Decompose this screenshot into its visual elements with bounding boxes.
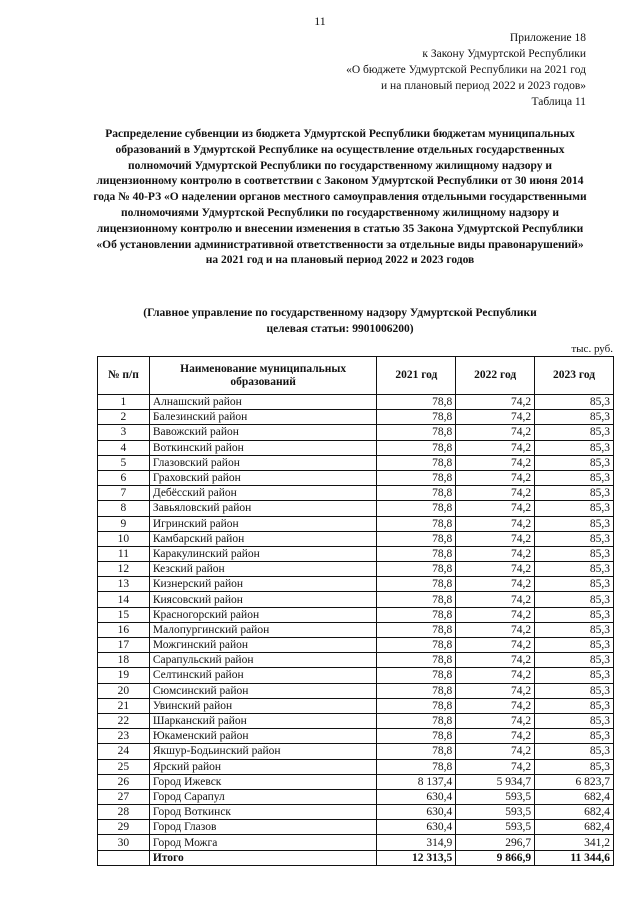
row-name-cell: Город Воткинск (149, 805, 377, 820)
row-number-cell: 10 (98, 531, 150, 546)
row-2023-cell: 85,3 (535, 698, 614, 713)
table-row (98, 835, 614, 850)
table-header-row (98, 357, 614, 395)
row-2021-cell: 630,4 (377, 820, 456, 835)
row-name-cell: Кизнерский район (149, 577, 377, 592)
document-title: Распределение субвенции из бюджета Удмуртской Республики бюджетам муниципальных образований в Удмуртской Республике на осуществление отдельных государственных полномочий Удмуртской Республики по государственному жилищному надзору и лицензионному контролю в соответствии с Законом Удмуртской Республики от 30 июня 2014 года № 40-РЗ «О наделении органов местного самоуправления отдельными государственными полномочиями Удмуртской Республики по государственному жилищному надзору и лицензионному контролю и внесении изменения в статью 35 Закона Удмуртской Республики «Об установлении административной ответственности за отдельные виды правонарушений» на 2021 год и на плановый период 2022 и 2023 годов (93, 128, 587, 267)
row-2021-cell: 78,8 (377, 516, 456, 531)
row-name-cell: Киясовский район (149, 592, 377, 607)
total-2023-cell: 11 344,6 (535, 850, 614, 865)
row-2021-cell: 78,8 (377, 683, 456, 698)
row-2021-cell: 78,8 (377, 455, 456, 470)
row-2021-cell: 78,8 (377, 713, 456, 728)
header-2023: 2023 год (535, 357, 614, 395)
row-name-cell: Шарканский район (149, 713, 377, 728)
table-label: Таблица 11 (531, 96, 586, 108)
row-2022-cell: 74,2 (456, 759, 535, 774)
row-name-cell: Селтинский район (149, 668, 377, 683)
row-name-cell: Можгинский район (149, 638, 377, 653)
row-number-cell: 17 (98, 638, 150, 653)
row-2023-cell: 341,2 (535, 835, 614, 850)
row-2022-cell: 74,2 (456, 425, 535, 440)
table-row (98, 744, 614, 759)
row-number-cell: 28 (98, 805, 150, 820)
row-2022-cell: 74,2 (456, 607, 535, 622)
page-number: 11 (314, 14, 326, 28)
table-row (98, 470, 614, 485)
row-name-cell: Игринский район (149, 516, 377, 531)
row-2022-cell: 74,2 (456, 622, 535, 637)
row-number-cell: 26 (98, 774, 150, 789)
row-name-cell: Глазовский район (149, 455, 377, 470)
row-2023-cell: 85,3 (535, 425, 614, 440)
row-2023-cell: 85,3 (535, 668, 614, 683)
row-number-cell: 29 (98, 820, 150, 835)
row-number-cell: 18 (98, 653, 150, 668)
row-name-cell: Якшур-Бодьинский район (149, 744, 377, 759)
row-2021-cell: 78,8 (377, 395, 456, 410)
row-2022-cell: 5 934,7 (456, 774, 535, 789)
row-number-cell: 3 (98, 425, 150, 440)
row-name-cell: Город Сарапул (149, 789, 377, 804)
appendix-line: и на плановый период 2022 и 2023 годов» (381, 80, 586, 92)
row-2021-cell: 78,8 (377, 425, 456, 440)
row-2021-cell: 78,8 (377, 698, 456, 713)
row-2021-cell: 78,8 (377, 668, 456, 683)
row-2023-cell: 85,3 (535, 744, 614, 759)
row-2021-cell: 78,8 (377, 759, 456, 774)
total-2021-cell: 12 313,5 (377, 850, 456, 865)
row-name-cell: Кезский район (149, 562, 377, 577)
row-2023-cell: 85,3 (535, 592, 614, 607)
row-2023-cell: 85,3 (535, 470, 614, 485)
row-2022-cell: 593,5 (456, 789, 535, 804)
row-2023-cell: 85,3 (535, 410, 614, 425)
row-2023-cell: 85,3 (535, 713, 614, 728)
table-row (98, 410, 614, 425)
table-row (98, 622, 614, 637)
row-2022-cell: 74,2 (456, 501, 535, 516)
table-row (98, 820, 614, 835)
row-2022-cell: 74,2 (456, 729, 535, 744)
row-2023-cell: 85,3 (535, 729, 614, 744)
row-name-cell: Сарапульский район (149, 653, 377, 668)
header-num: № п/п (98, 357, 150, 395)
row-2021-cell: 78,8 (377, 531, 456, 546)
row-2023-cell: 85,3 (535, 759, 614, 774)
row-number-cell: 19 (98, 668, 150, 683)
total-label-cell: Итого (149, 850, 377, 865)
row-2022-cell: 74,2 (456, 531, 535, 546)
row-2022-cell: 593,5 (456, 805, 535, 820)
row-2022-cell: 74,2 (456, 455, 535, 470)
table-row (98, 486, 614, 501)
table-row (98, 455, 614, 470)
header-2021: 2021 год (377, 357, 456, 395)
row-2021-cell: 78,8 (377, 744, 456, 759)
row-name-cell: Камбарский район (149, 531, 377, 546)
row-name-cell: Граховский район (149, 470, 377, 485)
row-2023-cell: 85,3 (535, 638, 614, 653)
row-number-cell: 6 (98, 470, 150, 485)
appendix-line: к Закону Удмуртской Республики (422, 48, 586, 60)
table-row (98, 698, 614, 713)
row-2023-cell: 682,4 (535, 789, 614, 804)
row-number-cell: 22 (98, 713, 150, 728)
row-number-cell: 12 (98, 562, 150, 577)
row-2022-cell: 74,2 (456, 577, 535, 592)
row-name-cell: Дебёсский район (149, 486, 377, 501)
row-2023-cell: 85,3 (535, 486, 614, 501)
row-name-cell: Балезинский район (149, 410, 377, 425)
row-2022-cell: 74,2 (456, 638, 535, 653)
row-number-cell: 5 (98, 455, 150, 470)
total-blank-cell (98, 850, 150, 865)
row-2022-cell: 74,2 (456, 713, 535, 728)
row-name-cell: Город Глазов (149, 820, 377, 835)
table-row (98, 789, 614, 804)
row-2023-cell: 85,3 (535, 577, 614, 592)
row-number-cell: 15 (98, 607, 150, 622)
table-row (98, 805, 614, 820)
appendix-line: «О бюджете Удмуртской Республики на 2021 год (346, 64, 586, 76)
row-2022-cell: 74,2 (456, 470, 535, 485)
row-name-cell: Завьяловский район (149, 501, 377, 516)
row-2022-cell: 74,2 (456, 592, 535, 607)
appendix-header (346, 30, 586, 110)
row-2023-cell: 682,4 (535, 820, 614, 835)
row-2023-cell: 85,3 (535, 516, 614, 531)
row-2023-cell: 85,3 (535, 562, 614, 577)
table-row (98, 759, 614, 774)
table-row (98, 440, 614, 455)
row-name-cell: Красногорский район (149, 607, 377, 622)
row-number-cell: 2 (98, 410, 150, 425)
table-row (98, 501, 614, 516)
row-name-cell: Ярский район (149, 759, 377, 774)
row-2023-cell: 85,3 (535, 531, 614, 546)
units-label: тыс. руб. (571, 343, 613, 355)
document-subtitle (90, 306, 590, 338)
row-2023-cell: 85,3 (535, 546, 614, 561)
row-number-cell: 7 (98, 486, 150, 501)
row-2021-cell: 78,8 (377, 653, 456, 668)
row-number-cell: 25 (98, 759, 150, 774)
row-2021-cell: 630,4 (377, 789, 456, 804)
table-row (98, 607, 614, 622)
table-row (98, 425, 614, 440)
row-2022-cell: 74,2 (456, 440, 535, 455)
row-2023-cell: 85,3 (535, 395, 614, 410)
row-number-cell: 14 (98, 592, 150, 607)
row-2023-cell: 85,3 (535, 501, 614, 516)
table-row (98, 592, 614, 607)
table-row (98, 395, 614, 410)
row-2022-cell: 74,2 (456, 698, 535, 713)
row-2023-cell: 85,3 (535, 455, 614, 470)
row-number-cell: 9 (98, 516, 150, 531)
table-row (98, 668, 614, 683)
row-2021-cell: 78,8 (377, 501, 456, 516)
row-name-cell: Увинский район (149, 698, 377, 713)
row-number-cell: 16 (98, 622, 150, 637)
row-2023-cell: 85,3 (535, 440, 614, 455)
row-2022-cell: 74,2 (456, 410, 535, 425)
row-2021-cell: 78,8 (377, 410, 456, 425)
row-name-cell: Сюмсинский район (149, 683, 377, 698)
row-number-cell: 1 (98, 395, 150, 410)
row-2022-cell: 74,2 (456, 395, 535, 410)
row-number-cell: 27 (98, 789, 150, 804)
table-row (98, 638, 614, 653)
row-2022-cell: 74,2 (456, 653, 535, 668)
row-2021-cell: 314,9 (377, 835, 456, 850)
row-2022-cell: 296,7 (456, 835, 535, 850)
header-2022: 2022 год (456, 357, 535, 395)
row-2022-cell: 74,2 (456, 486, 535, 501)
row-2021-cell: 78,8 (377, 562, 456, 577)
table-row (98, 516, 614, 531)
row-2021-cell: 8 137,4 (377, 774, 456, 789)
appendix-line: Приложение 18 (509, 32, 586, 44)
row-number-cell: 4 (98, 440, 150, 455)
total-2022-cell: 9 866,9 (456, 850, 535, 865)
row-name-cell: Город Ижевск (149, 774, 377, 789)
row-2021-cell: 78,8 (377, 440, 456, 455)
row-number-cell: 11 (98, 546, 150, 561)
row-number-cell: 21 (98, 698, 150, 713)
row-number-cell: 13 (98, 577, 150, 592)
row-2021-cell: 78,8 (377, 486, 456, 501)
row-2021-cell: 78,8 (377, 592, 456, 607)
row-2023-cell: 85,3 (535, 683, 614, 698)
row-number-cell: 24 (98, 744, 150, 759)
row-2022-cell: 593,5 (456, 820, 535, 835)
subtitle-line: (Главное управление по государственному надзору Удмуртской Республики (143, 307, 537, 319)
table-row (98, 562, 614, 577)
row-2022-cell: 74,2 (456, 668, 535, 683)
row-2022-cell: 74,2 (456, 516, 535, 531)
row-name-cell: Малопургинский район (149, 622, 377, 637)
row-2021-cell: 78,8 (377, 622, 456, 637)
table-row (98, 546, 614, 561)
row-number-cell: 23 (98, 729, 150, 744)
table-body (98, 395, 614, 866)
row-name-cell: Каракулинский район (149, 546, 377, 561)
row-name-cell: Вавожский район (149, 425, 377, 440)
table-row (98, 577, 614, 592)
table-row (98, 713, 614, 728)
header-name: Наименование муниципальных образований (149, 357, 377, 395)
budget-table (97, 356, 614, 866)
table-row (98, 683, 614, 698)
row-2021-cell: 78,8 (377, 607, 456, 622)
row-2021-cell: 630,4 (377, 805, 456, 820)
row-2023-cell: 85,3 (535, 653, 614, 668)
row-number-cell: 8 (98, 501, 150, 516)
row-2023-cell: 682,4 (535, 805, 614, 820)
row-number-cell: 20 (98, 683, 150, 698)
table-row (98, 531, 614, 546)
row-number-cell: 30 (98, 835, 150, 850)
row-2022-cell: 74,2 (456, 744, 535, 759)
table-row (98, 653, 614, 668)
row-2021-cell: 78,8 (377, 546, 456, 561)
total-row (98, 850, 614, 865)
row-2021-cell: 78,8 (377, 577, 456, 592)
row-2022-cell: 74,2 (456, 683, 535, 698)
row-2023-cell: 6 823,7 (535, 774, 614, 789)
table-row (98, 729, 614, 744)
row-name-cell: Алнашский район (149, 395, 377, 410)
row-2023-cell: 85,3 (535, 607, 614, 622)
row-2021-cell: 78,8 (377, 470, 456, 485)
row-2022-cell: 74,2 (456, 562, 535, 577)
row-2023-cell: 85,3 (535, 622, 614, 637)
row-2021-cell: 78,8 (377, 638, 456, 653)
row-2022-cell: 74,2 (456, 546, 535, 561)
row-name-cell: Город Можга (149, 835, 377, 850)
table-row (98, 774, 614, 789)
row-2021-cell: 78,8 (377, 729, 456, 744)
row-name-cell: Юкаменский район (149, 729, 377, 744)
row-name-cell: Воткинский район (149, 440, 377, 455)
subtitle-line: целевая статьи: 9901006200) (266, 322, 414, 335)
